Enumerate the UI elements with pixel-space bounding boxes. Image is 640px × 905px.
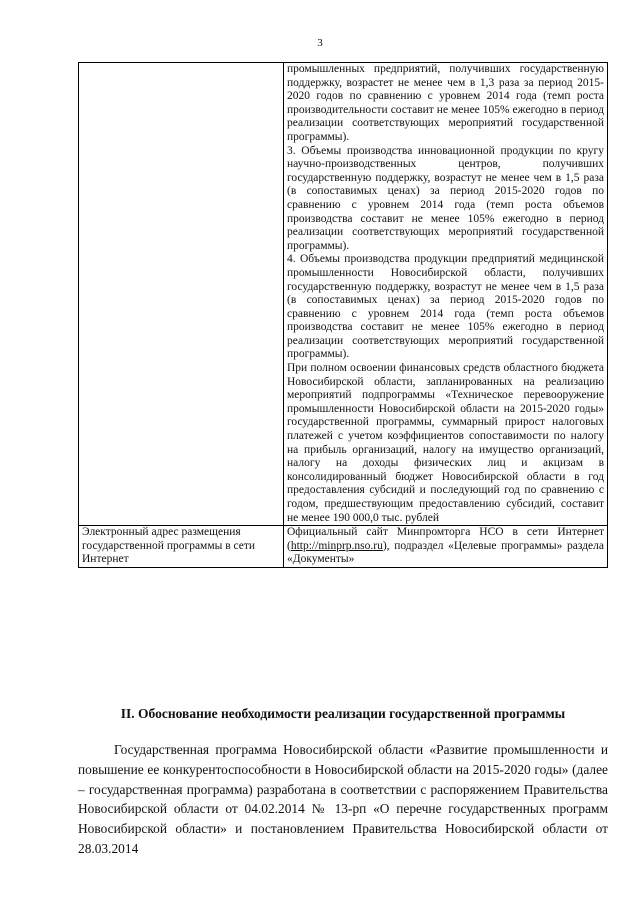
- address-text-before: Официальный сайт Минпромторга НСО в сети Интернет (: [287, 526, 604, 552]
- program-passport-table: [78, 62, 608, 568]
- section-title: II. Обоснование необходимости реализации государственной программы: [120, 706, 566, 721]
- table-row: [79, 526, 608, 568]
- website-link[interactable]: http://minprp.nso.ru: [290, 539, 383, 552]
- body-paragraph: Государственная программа Новосибирской области «Развитие промышленности и повышение ее конкурентоспособности в Новосибирской области на 2015-2020 годы» (далее – государственная программа) разработана в соответствии с распоряжением Правительства Новосибирской области от 04.02.2014 № 13-рп «О перечне государственных программ Новосибирской области» и постановлением Правительства Новосибирской области от 28.03.2014: [78, 742, 608, 856]
- address-text: [287, 526, 604, 567]
- table-row: [79, 63, 608, 526]
- address-label-cell: Электронный адрес размещения государственной программы в сети Интернет: [79, 526, 284, 568]
- expected-result-paragraph: 3. Объемы производства инновационной продукции по кругу научно-производственных центров, получивших государственную поддержку, возрастут не менее чем в 1,5 раза (в сопоставимых ценах) за период 2015-2020 годов по сравнению с уровнем 2014 года (темп роста объемов производства составит не менее 105% ежегодно в период реализации соответствующих мероприятий государственной программы).: [287, 144, 604, 252]
- expected-result-paragraph: При полном освоении финансовых средств областного бюджета Новосибирской области, запланированных на реализацию мероприятий подпрограммы «Техническое перевооружение промышленности Новосибирской области на 2015-2020 годы» государственной программы, суммарный прирост налоговых платежей с учетом коэффициентов сопоставимости по налогу на прибыль организаций, налогу на имущество организаций, налогу на доходы физических лиц и акцизам в консолидированный бюджет Новосибирской области в год предоставления субсидий и последующий год по сравнению с годом, предшествующим предоставлению субсидий, составит не менее 190 000,0 тыс. рублей: [287, 362, 604, 524]
- page-number: 3: [317, 37, 323, 49]
- expected-results-cell: [284, 63, 608, 526]
- expected-result-paragraph: промышленных предприятий, получивших государственную поддержку, возрастет не менее чем в 1,3 раза за период 2015-2020 годов по сравнению с уровнем 2014 года (темп роста производительности составит не менее 105% ежегодно в период реализации соответствующих мероприятий государственной программы).: [287, 63, 604, 143]
- expected-result-paragraph: 4. Объемы производства продукции предприятий медицинской промышленности Новосибирской области, получивших государственную поддержку, возрастут не менее чем в 1,5 раза (в сопоставимых ценах) за период 2015-2020 годов по сравнению с уровнем 2014 года (темп роста объемов производства составит не менее 105% ежегодно в период реализации соответствующих мероприятий государственной программы).: [287, 253, 604, 361]
- address-value-cell: [284, 526, 608, 568]
- empty-label-cell: [79, 63, 284, 526]
- address-text-after: ), подраздел «Целевые программы» раздела «Документы»: [287, 539, 604, 566]
